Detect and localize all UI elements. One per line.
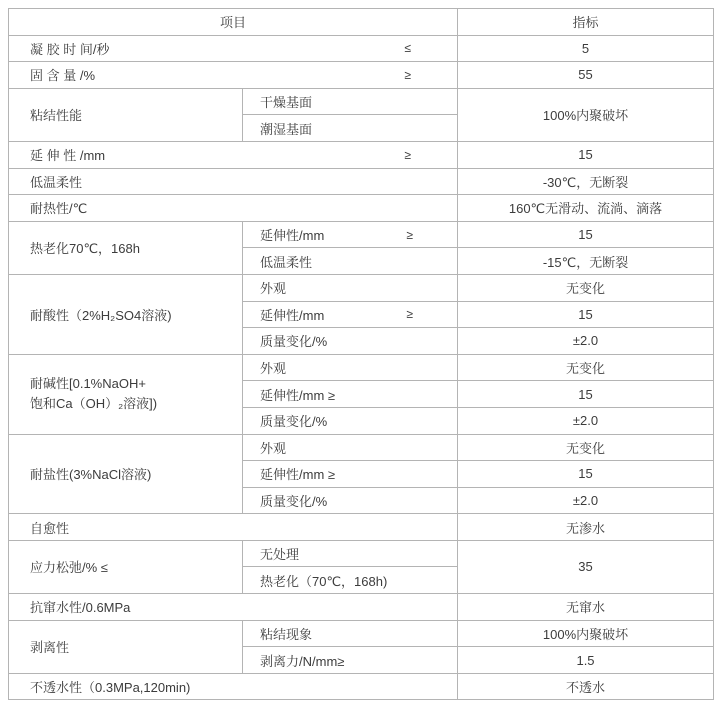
sub-cell-acid-elongation	[243, 301, 458, 328]
sub-cell-alkali-appearance: 外观	[243, 354, 458, 381]
item-cell-stress-relaxation: 应力松弛/% ≤	[9, 540, 243, 593]
value-cell-water-channeling: 无窜水	[458, 594, 714, 621]
item-label-line2: 饱和Ca（OH）₂溶液])	[30, 396, 158, 412]
value-cell-gel-time: 5	[458, 35, 714, 62]
value-cell-heat-resistance: 160℃无滑动、流淌、滴落	[458, 195, 714, 222]
item-cell-self-healing: 自愈性	[9, 514, 458, 541]
value-cell-self-healing: 无渗水	[458, 514, 714, 541]
value-cell-alkali-mass-change: ±2.0	[458, 407, 714, 434]
item-cell-salt-resistance: 耐盐性(3%NaCl溶液)	[9, 434, 243, 514]
item-cell-impermeability: 不透水性（0.3MPa,120min)	[9, 673, 458, 700]
value-cell-alkali-appearance: 无变化	[458, 354, 714, 381]
value-cell-peel-force: 1.5	[458, 647, 714, 674]
table-row	[9, 141, 714, 168]
item-cell-water-channeling: 抗窜水性/0.6MPa	[9, 594, 458, 621]
item-cell-alkali-resistance	[9, 354, 243, 434]
table-row	[9, 594, 714, 621]
item-cell-acid-resistance: 耐酸性（2%H₂SO4溶液)	[9, 274, 243, 354]
value-cell-peel-bonding: 100%内聚破坏	[458, 620, 714, 647]
sub-cell-salt-appearance: 外观	[243, 434, 458, 461]
table-row	[9, 168, 714, 195]
sub-cell-bonding-wet: 潮湿基面	[243, 115, 458, 142]
table-row	[9, 88, 714, 115]
value-cell-salt-elongation: 15	[458, 461, 714, 488]
value-cell-salt-appearance: 无变化	[458, 434, 714, 461]
value-cell-bonding: 100%内聚破坏	[458, 88, 714, 141]
value-cell-heat-aging-lowtemp: -15℃，无断裂	[458, 248, 714, 275]
sub-cell-stress-untreated: 无处理	[243, 540, 458, 567]
table-row	[9, 221, 714, 248]
item-label: 固 含 量 /%	[30, 68, 96, 84]
sub-item-label: 延伸性/mm	[260, 228, 325, 244]
item-label-line1: 耐碱性[0.1%NaOH+	[30, 376, 146, 392]
item-cell-bonding: 粘结性能	[9, 88, 243, 141]
table-row	[9, 620, 714, 647]
item-cell-low-temp-flex: 低温柔性	[9, 168, 458, 195]
item-cell-heat-aging: 热老化70℃，168h	[9, 221, 243, 274]
sub-item-label: 延伸性/mm	[260, 307, 325, 323]
table-row	[9, 354, 714, 381]
sub-cell-acid-mass-change: 质量变化/%	[243, 328, 458, 355]
value-cell-acid-elongation: 15	[458, 301, 714, 328]
sub-cell-peel-bonding: 粘结现象	[243, 620, 458, 647]
gte-symbol: ≥	[406, 227, 414, 242]
table-row	[9, 434, 714, 461]
header-indicator: 指标	[458, 9, 714, 36]
sub-cell-stress-heat-aged: 热老化（70℃，168h)	[243, 567, 458, 594]
sub-cell-heat-aging-elongation	[243, 221, 458, 248]
item-cell-gel-time	[9, 35, 458, 62]
table-row	[9, 540, 714, 567]
item-cell-heat-resistance: 耐热性/℃	[9, 195, 458, 222]
sub-cell-heat-aging-lowtemp: 低温柔性	[243, 248, 458, 275]
table-row	[9, 514, 714, 541]
table-row	[9, 673, 714, 700]
gte-symbol: ≥	[404, 147, 412, 162]
sub-cell-salt-mass-change: 质量变化/%	[243, 487, 458, 514]
sub-cell-bonding-dry: 干燥基面	[243, 88, 458, 115]
gte-symbol: ≥	[406, 307, 414, 322]
sub-cell-acid-appearance: 外观	[243, 274, 458, 301]
value-cell-impermeability: 不透水	[458, 673, 714, 700]
value-cell-solid-content: 55	[458, 62, 714, 89]
header-item: 项目	[9, 9, 458, 36]
spec-table	[8, 8, 714, 700]
table-row	[9, 274, 714, 301]
sub-cell-alkali-elongation: 延伸性/mm ≥	[243, 381, 458, 408]
item-cell-peel: 剥离性	[9, 620, 243, 673]
value-cell-low-temp-flex: -30℃，无断裂	[458, 168, 714, 195]
sub-cell-salt-elongation: 延伸性/mm ≥	[243, 461, 458, 488]
sub-cell-alkali-mass-change: 质量变化/%	[243, 407, 458, 434]
value-cell-acid-appearance: 无变化	[458, 274, 714, 301]
value-cell-stress-relaxation: 35	[458, 540, 714, 593]
table-row	[9, 62, 714, 89]
item-cell-elongation	[9, 141, 458, 168]
value-cell-acid-mass-change: ±2.0	[458, 328, 714, 355]
lte-symbol: ≤	[404, 41, 412, 56]
value-cell-heat-aging-elongation: 15	[458, 221, 714, 248]
value-cell-elongation: 15	[458, 141, 714, 168]
header-row	[9, 9, 714, 36]
value-cell-salt-mass-change: ±2.0	[458, 487, 714, 514]
item-cell-solid-content	[9, 62, 458, 89]
sub-cell-peel-force: 剥离力/N/mm≥	[243, 647, 458, 674]
table-row	[9, 195, 714, 222]
value-cell-alkali-elongation: 15	[458, 381, 714, 408]
gte-symbol: ≥	[404, 67, 412, 82]
item-label: 延 伸 性 /mm	[30, 148, 106, 164]
table-row	[9, 35, 714, 62]
item-label: 凝 胶 时 间/秒	[30, 41, 110, 57]
